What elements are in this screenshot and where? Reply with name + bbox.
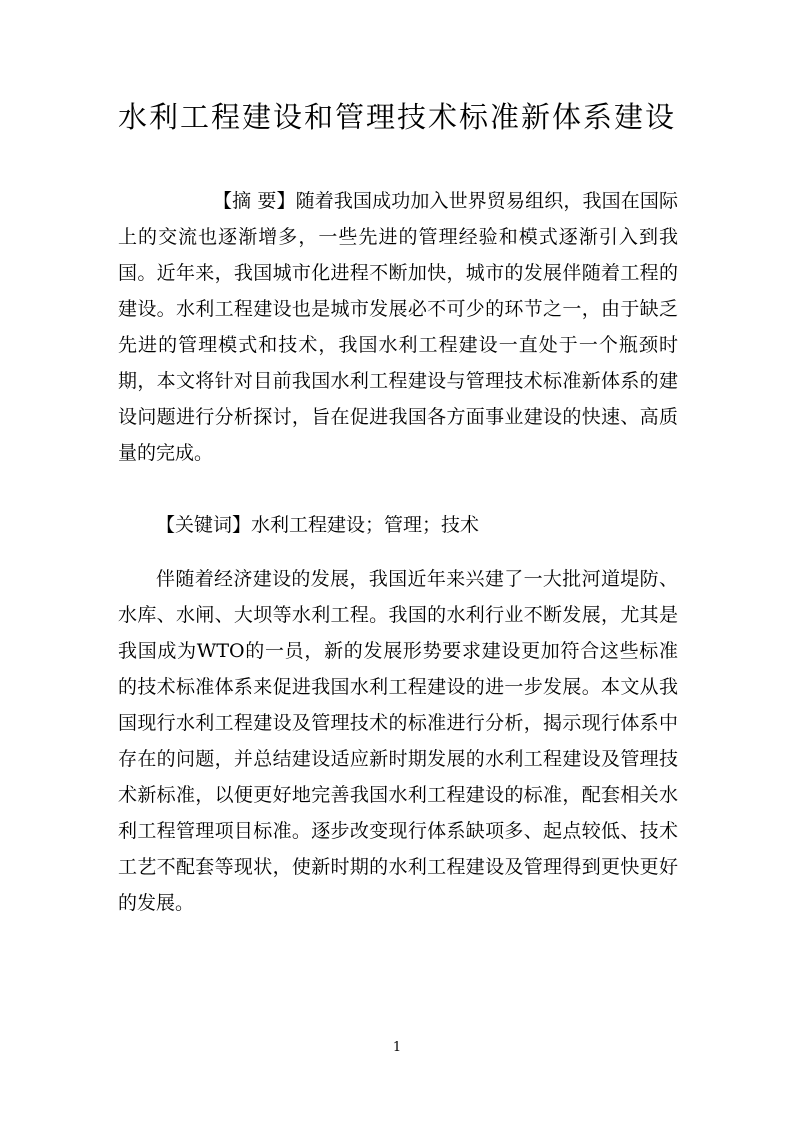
keywords-paragraph: 【关键词】水利工程建设；管理；技术 [156,514,480,536]
document-title: 水利工程建设和管理技术标准新体系建设 [117,100,676,134]
page-number: 1 [392,1040,402,1055]
body-paragraph: 伴随着经济建设的发展，我国近年来兴建了一大批河道堤防、水库、水闸、大坝等水利工程。我国的水利行业不断发展，尤其是我国成为WTO的一员，新的发展形势要求建设更加符合这些标准的技术标准体系来促进我国水利工程建设的进一步发展。本文从我国现行水利工程建设及管理技术的标准进行分析，揭示现行体系中存在的问题，并总结建设适应新时期发展的水利工程建设及管理技术新标准，以便更好地完善我国水利工程建设的标准，配套相关水利工程管理项目标准。逐步改变现行体系缺项多、起点较低、技术工艺不配套等现状，使新时期的水利工程建设及管理得到更快更好的发展。 [118,568,678,914]
abstract-paragraph: 【摘 要】随着我国成功加入世界贸易组织，我国在国际上的交流也逐渐增多，一些先进的管理经验和模式逐渐引入到我国。近年来，我国城市化进程不断加快，城市的发展伴随着工程的建设。水利工程建设也是城市发展必不可少的环节之一，由于缺乏先进的管理模式和技术，我国水利工程建设一直处于一个瓶颈时期，本文将针对目前我国水利工程建设与管理技术标准新体系的建设问题进行分析探讨，旨在促进我国各方面事业建设的快速、高质量的完成。 [118,190,678,464]
